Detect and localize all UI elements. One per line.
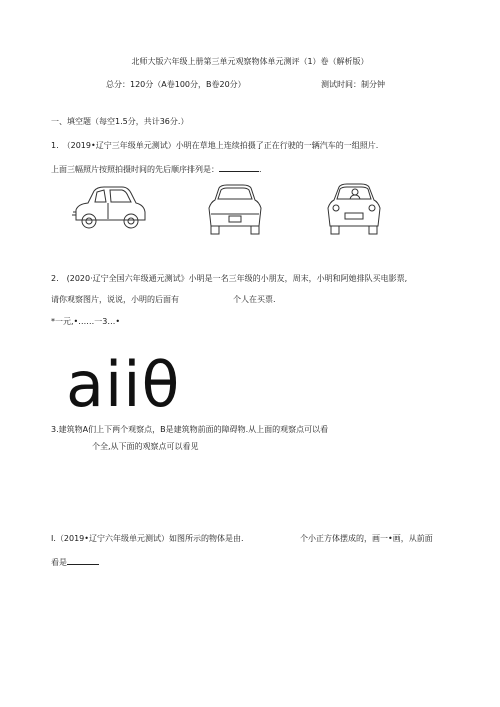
question-1-prompt-end: . [259, 165, 262, 174]
question-4-text-b: 个小正方体摆成的，画一•画，从前面 [300, 534, 433, 543]
question-3-continuation: 个全,从下面的观察点可以看见 [92, 442, 199, 451]
large-garbled-text: aiiθ [66, 348, 181, 421]
question-3-text: 3.建筑物A们上下两个观察点，B是建筑物前面的障碍物.从上面的观察点可以看 [51, 425, 329, 434]
question-2-garbled-line: *一元,•……一3…• [51, 317, 121, 326]
question-2-prompt-b: 个人在买票. [233, 295, 276, 304]
question-4-text-a: I.（2019•辽宁六年级单元测试）如图所示的物体是由. [51, 534, 244, 543]
answer-blank [219, 163, 259, 172]
question-1-prompt-text: 上面三幅照片按照拍摄时间的先后顺序排列是： [51, 165, 219, 174]
question-1-text: 1. （2019•辽宁三年级单元测试）小明在草地上连续拍摄了正在行驶的一辆汽车的一组照片. [51, 141, 379, 150]
question-2-text: 2. (2020·辽宁全国六年级通元测试》小明是一名三年级的小朋友，周末，小明和阿她排队买电影票, [51, 274, 408, 283]
question-2-prompt-a: 请你观察图片，说说，小明的后面有 [51, 295, 179, 304]
time-info: 测试时间：制分钟 [321, 80, 385, 89]
car-side-view-image [70, 182, 150, 234]
question-4-prompt-text: 看是 [51, 558, 67, 567]
document-title: 北师大版六年级上册第三单元观察物体单元测评（1）卷（解析版） [131, 57, 369, 66]
section-heading: 一、填空题（每空1.5分，共计36分.） [51, 117, 189, 126]
car-front-view-image [321, 180, 387, 240]
score-info: 总分：120分（A卷100分，B卷20分） [106, 80, 246, 89]
car-rear-view-image [203, 182, 267, 238]
question-4-prompt [51, 556, 99, 568]
question-1-prompt [51, 163, 262, 175]
answer-blank [67, 556, 99, 565]
